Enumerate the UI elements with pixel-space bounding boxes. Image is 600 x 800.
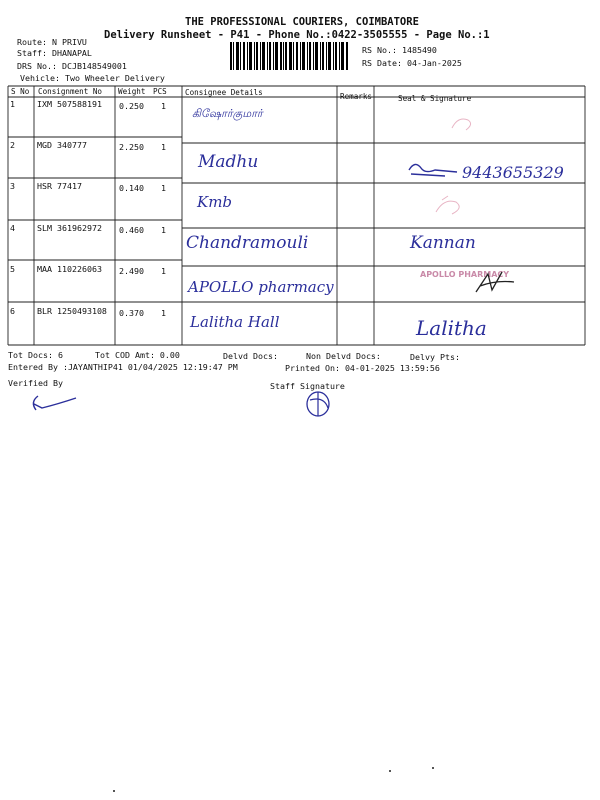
total-docs: Tot Docs: 6 <box>8 350 63 360</box>
col-header-consignment: Consignment No <box>38 87 103 96</box>
col-header-sno: S No <box>11 87 30 96</box>
entered-by: Entered By :JAYANTHIP41 01/04/2025 12:19:47 PM <box>8 362 238 372</box>
row4-consignment: SLM 361962972 <box>37 223 102 233</box>
row3-weight: 0.140 <box>119 183 144 193</box>
col-header-pcs: PCS <box>153 87 167 96</box>
col-header-weight: Weight <box>118 87 146 96</box>
row3-faint-stamp <box>430 192 470 220</box>
row3-sno: 3 <box>10 181 15 191</box>
row1-pcs: 1 <box>161 101 166 111</box>
row4-consignee-handwriting: Chandramouli <box>186 233 309 253</box>
col-header-seal: Seal & Signature <box>398 94 472 103</box>
row6-sno: 6 <box>10 306 15 316</box>
route-label: Route: N PRIVU <box>17 37 87 47</box>
staff-signature-label: Staff Signature <box>270 381 345 391</box>
delivery-points: Delvy Pts: <box>410 352 460 362</box>
verified-by-label: Verified By <box>8 378 63 388</box>
row6-seal-handwriting: Lalitha <box>416 316 487 340</box>
row4-pcs: 1 <box>161 225 166 235</box>
row6-consignee-handwriting: Lalitha Hall <box>190 313 280 331</box>
delivered-docs: Delvd Docs: <box>223 351 278 361</box>
row3-consignee-handwriting: Kmb <box>197 193 233 211</box>
row4-sno: 4 <box>10 223 15 233</box>
drs-number: DRS No.: DCJB148549001 <box>17 61 127 71</box>
row1-faint-stamp <box>448 112 478 134</box>
stray-dot <box>113 790 115 792</box>
rs-date: RS Date: 04-Jan-2025 <box>362 58 462 68</box>
printed-on: Printed On: 04-01-2025 13:59:56 <box>285 363 440 373</box>
col-header-remarks: Remarks <box>340 92 373 101</box>
row6-pcs: 1 <box>161 308 166 318</box>
staff-signature-mark <box>302 386 338 420</box>
row1-consignment: IXM 507588191 <box>37 99 102 109</box>
row2-pcs: 1 <box>161 142 166 152</box>
row3-pcs: 1 <box>161 183 166 193</box>
row5-sno: 5 <box>10 264 15 274</box>
row2-phone-handwriting: 9443655329 <box>462 163 564 182</box>
staff-label: Staff: DHANAPAL <box>17 48 92 58</box>
row1-sno: 1 <box>10 99 15 109</box>
row5-weight: 2.490 <box>119 266 144 276</box>
row2-sno: 2 <box>10 140 15 150</box>
row5-pharmacy-stamp: APOLLO PHARMACY <box>420 270 510 279</box>
row5-signature <box>470 268 520 298</box>
total-cod-amount: Tot COD Amt: 0.00 <box>95 350 180 360</box>
row3-consignment: HSR 77417 <box>37 181 82 191</box>
non-delivered-docs: Non Delvd Docs: <box>306 351 381 361</box>
row4-seal-handwriting: Kannan <box>410 233 476 253</box>
rs-number: RS No.: 1485490 <box>362 45 437 55</box>
row1-consignee-handwriting: கிஷோர்குமார் <box>192 107 263 120</box>
row2-consignment: MGD 340777 <box>37 140 87 150</box>
company-name: THE PROFESSIONAL COURIERS, COIMBATORE <box>185 16 419 28</box>
row4-weight: 0.460 <box>119 225 144 235</box>
row2-consignee-handwriting: Madhu <box>198 152 259 172</box>
row1-weight: 0.250 <box>119 101 144 111</box>
vehicle-label: Vehicle: Two Wheeler Delivery <box>20 73 165 83</box>
row5-pcs: 1 <box>161 266 166 276</box>
row2-signature <box>405 158 465 180</box>
row6-consignment: BLR 1250493108 <box>37 306 107 316</box>
stray-dot <box>432 767 434 769</box>
row2-weight: 2.250 <box>119 142 144 152</box>
stray-dot <box>389 770 391 772</box>
col-header-consignee: Consignee Details <box>185 88 263 97</box>
row5-consignee-handwriting: APOLLO pharmacy <box>188 278 334 296</box>
row6-weight: 0.370 <box>119 308 144 318</box>
runsheet-title: Delivery Runsheet - P41 - Phone No.:0422-3505555 - Page No.:1 <box>104 29 490 41</box>
verified-by-signature <box>28 392 80 414</box>
row5-consignment: MAA 110226063 <box>37 264 102 274</box>
